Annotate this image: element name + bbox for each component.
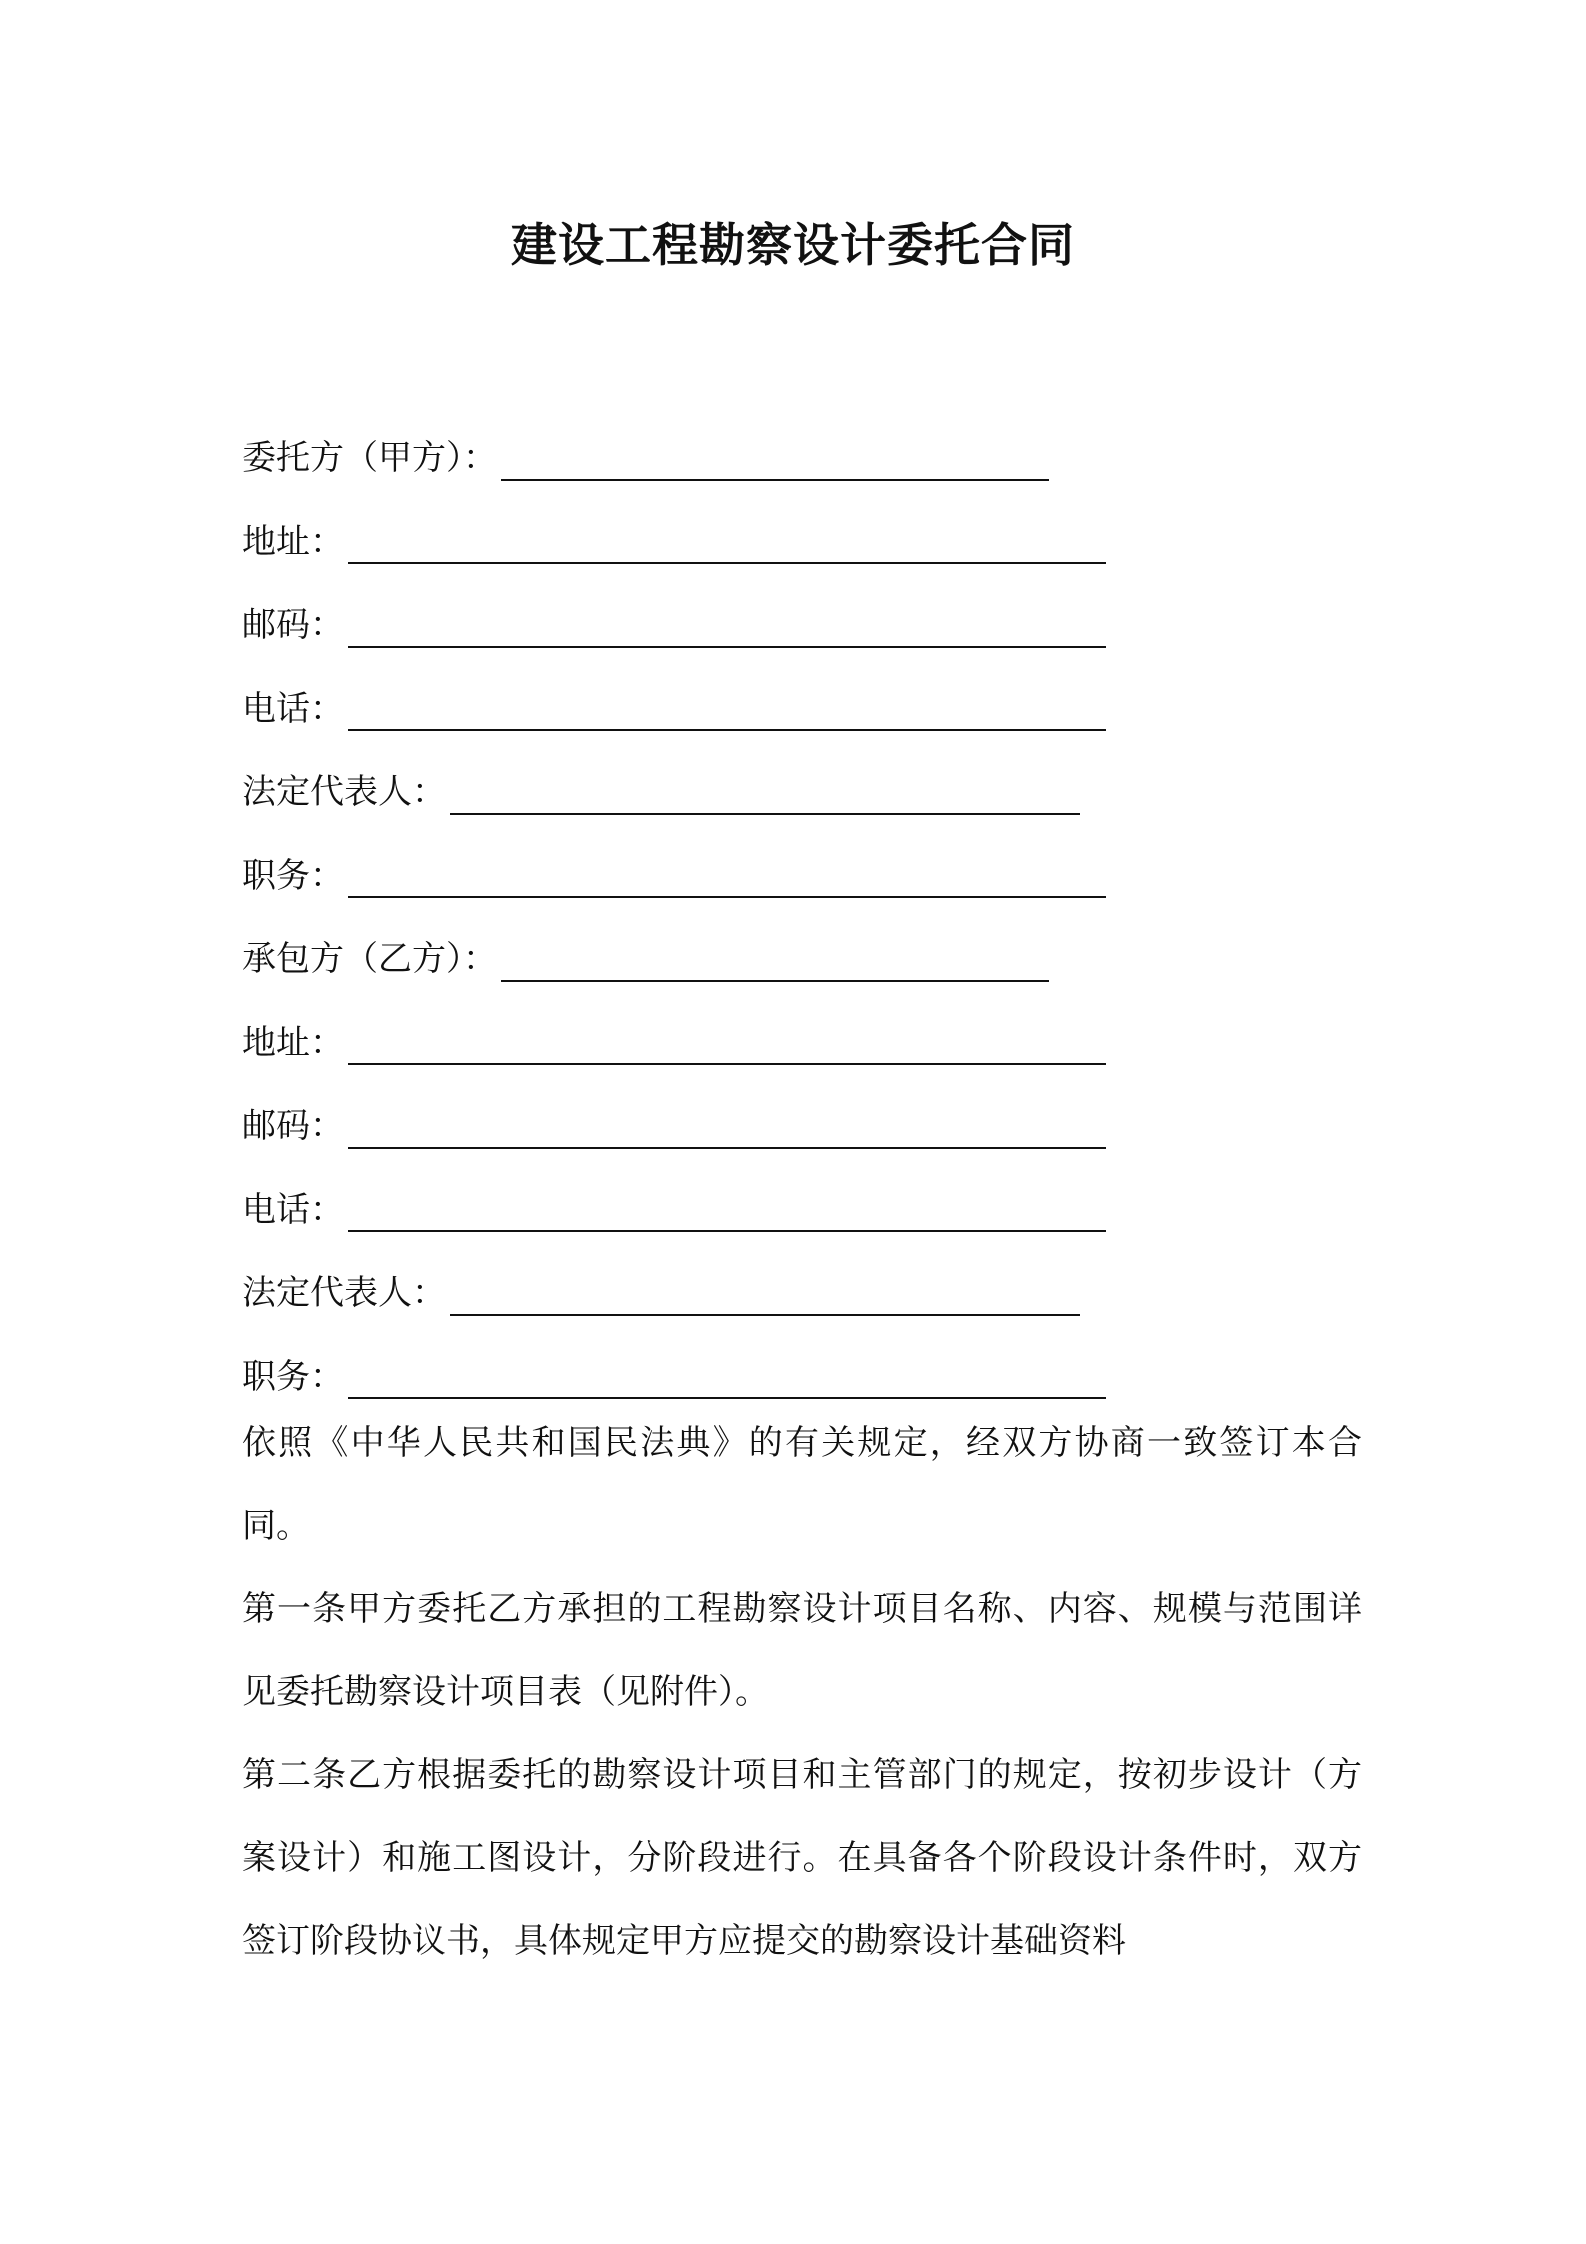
party-field-row [242,914,1362,998]
party-field-blank-line[interactable] [501,449,1049,481]
document-title: 建设工程勘察设计委托合同 [511,218,1075,272]
contract-paragraph: 依照《中华人民共和国民法典》的有关规定，经双方协商一致签订本合同。 [242,1423,1362,1546]
party-field-label: 邮码： [242,605,344,646]
party-field-label: 电话： [242,1189,344,1230]
party-field-label: 邮码： [242,1106,344,1147]
party-field-label: 地址： [242,1022,344,1063]
party-field-label: 承包方（乙方）： [242,939,497,980]
party-field-blank-line[interactable] [348,616,1106,648]
party-field-blank-line[interactable] [501,950,1049,982]
party-field-row [242,497,1362,581]
party-field-blank-line[interactable] [450,1284,1080,1316]
party-field-row [242,1081,1362,1165]
party-field-row [242,664,1362,748]
contract-paragraph: 第二条乙方根据委托的勘察设计项目和主管部门的规定，按初步设计（方案设计）和施工图设计，分阶段进行。在具备各个阶段设计条件时，双方签订阶段协议书，具体规定甲方应提交的勘察设计基础资料 [242,1755,1362,1961]
party-field-label: 电话： [242,688,344,729]
party-field-blank-line[interactable] [348,532,1106,564]
party-field-blank-line[interactable] [348,1200,1106,1232]
party-field-label: 法定代表人： [242,1273,446,1314]
party-field-blank-line[interactable] [348,1117,1106,1149]
party-field-blank-line[interactable] [348,1033,1106,1065]
contract-paragraph: 第一条甲方委托乙方承担的工程勘察设计项目名称、内容、规模与范围详见委托勘察设计项目表（见附件）。 [242,1589,1362,1712]
party-field-row [242,580,1362,664]
party-field-blank-line[interactable] [348,699,1106,731]
party-field-blank-line[interactable] [348,866,1106,898]
contract-body [242,1402,1362,1983]
party-field-label: 职务： [242,1356,344,1397]
party-field-row [242,1248,1362,1332]
party-field-row [242,747,1362,831]
party-field-label: 职务： [242,855,344,896]
party-field-row [242,831,1362,915]
party-field-row [242,413,1362,497]
party-field-row [242,1165,1362,1249]
party-field-label: 地址： [242,521,344,562]
party-field-label: 法定代表人： [242,772,446,813]
party-field-row [242,998,1362,1082]
party-field-blank-line[interactable] [348,1367,1106,1399]
party-info-fields [242,413,1362,1415]
party-field-blank-line[interactable] [450,783,1080,815]
party-field-label: 委托方（甲方）： [242,438,497,479]
